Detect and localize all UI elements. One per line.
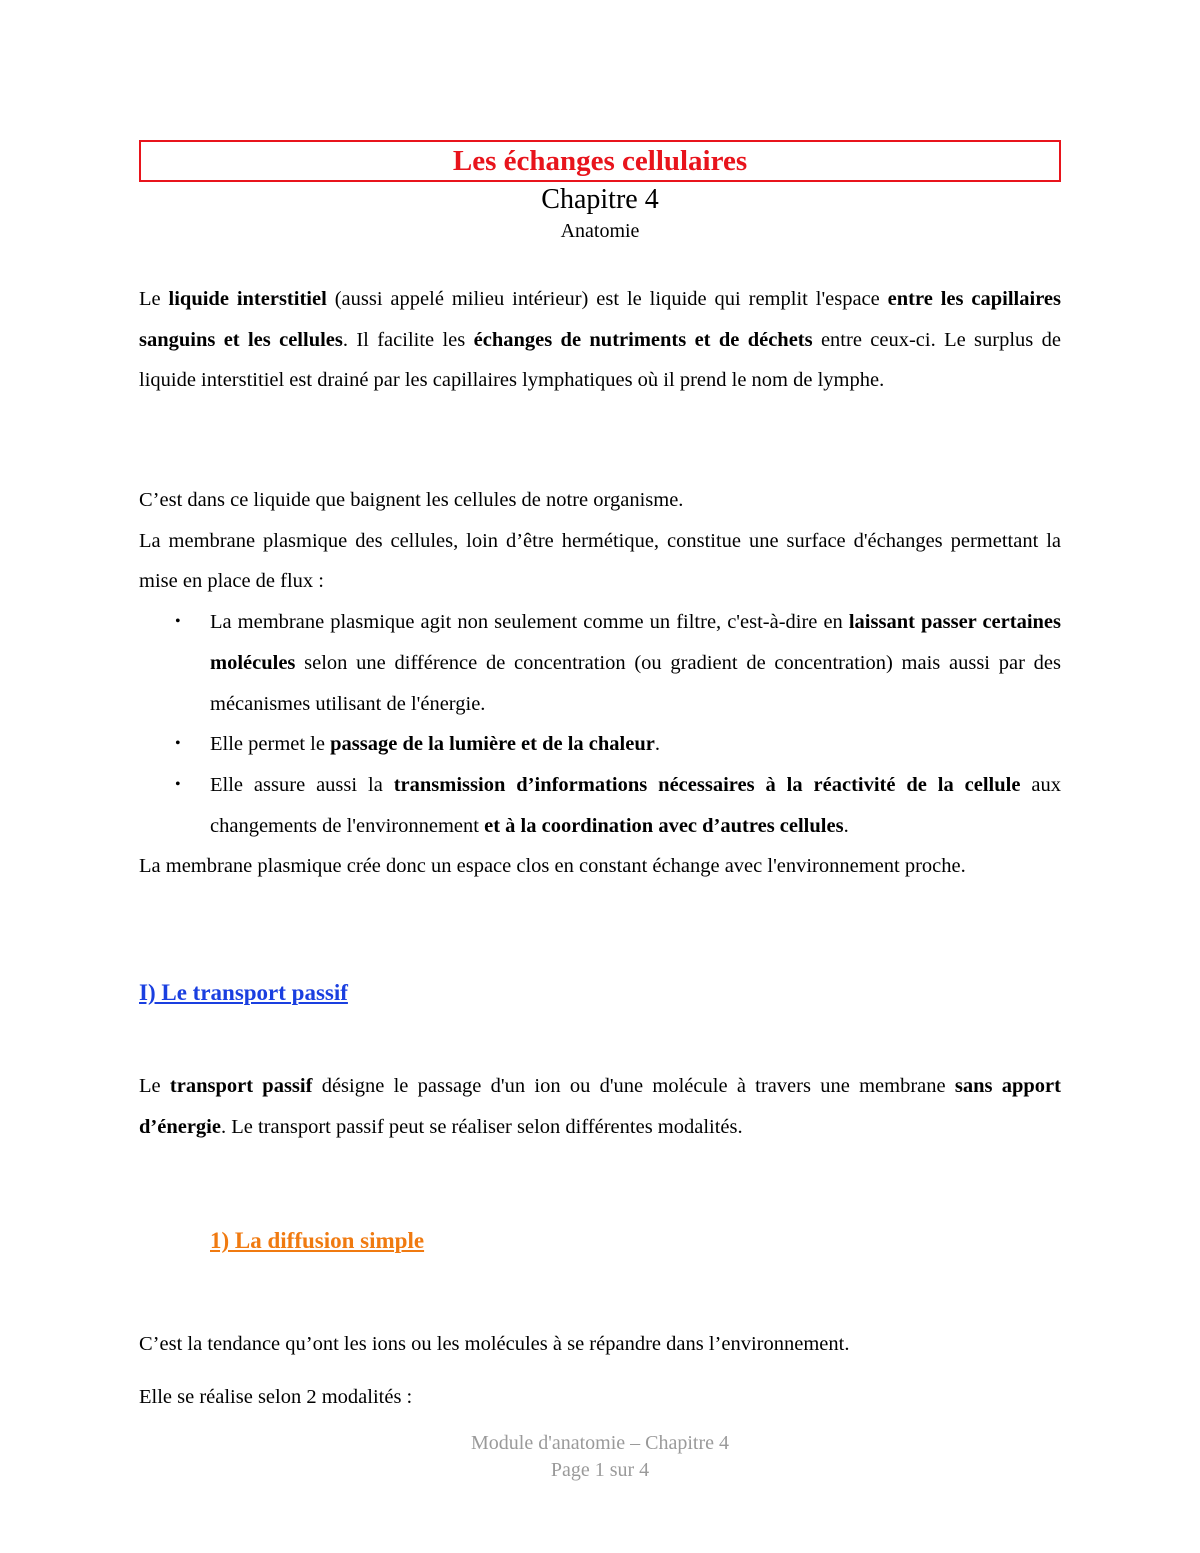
diffusion-line-2: Elle se réalise selon 2 modalités : <box>139 1386 413 1408</box>
list-item: • Elle assure aussi la transmission d’informations nécessaires à la réactivité de la cellule aux changements de l'environnement et à la coordination avec d’autres cellules. <box>210 765 1061 846</box>
subject-label: Anatomie <box>560 220 640 242</box>
transport-passif-paragraph: Le transport passif désigne le passage d'un ion ou d'une molécule à travers une membrane sans apport d’énergie. Le transport passif peut se réaliser selon différentes modalités. <box>139 1075 1061 1138</box>
intro-paragraph: Le liquide interstitiel (aussi appelé milieu intérieur) est le liquide qui remplit l'espace entre les capillaires sanguins et les cellules. Il facilite les échanges de nutriments et de déchets entre ceux-ci. Le surplus de liquide interstitiel est drainé par les capillaires lymphatiques où il prend le nom de lymphe. <box>139 288 1062 392</box>
bullet-icon: • <box>175 775 181 793</box>
bullet-list <box>139 602 1061 846</box>
list-item: • La membrane plasmique agit non seulement comme un filtre, c'est-à-dire en laissant passer certaines molécules selon une différence de concentration (ou gradient de concentration) mais aussi par des mécanismes utilisant de l'énergie. <box>210 602 1061 724</box>
bullet-icon: • <box>175 613 181 631</box>
diffusion-line-1: C’est la tendance qu’ont les ions ou les molécules à se répandre dans l’environnement. <box>139 1333 850 1355</box>
document-title: Les échanges cellulaires <box>139 140 1061 182</box>
page-footer <box>0 1430 1200 1484</box>
section-heading-transport-passif: I) Le transport passif <box>139 980 348 1005</box>
chapter-label: Chapitre 4 <box>541 184 659 215</box>
bullet-icon: • <box>175 735 181 753</box>
paragraph-line: C’est dans ce liquide que baignent les cellules de notre organisme. <box>139 489 684 511</box>
list-item: • Elle permet le passage de la lumière et de la chaleur. <box>210 724 1061 765</box>
paragraph-line: La membrane plasmique crée donc un espace clos en constant échange avec l'environnement proche. <box>139 855 966 878</box>
footer-module: Module d'anatomie – Chapitre 4 <box>471 1432 729 1454</box>
paragraph-line: La membrane plasmique des cellules, loin d’être hermétique, constitue une surface d'échanges permettant la mise en place de flux : <box>139 529 1061 593</box>
membrane-section <box>139 480 1061 887</box>
subsection-heading-diffusion: 1) La diffusion simple <box>210 1228 425 1253</box>
footer-page-number: Page 1 sur 4 <box>550 1459 650 1481</box>
